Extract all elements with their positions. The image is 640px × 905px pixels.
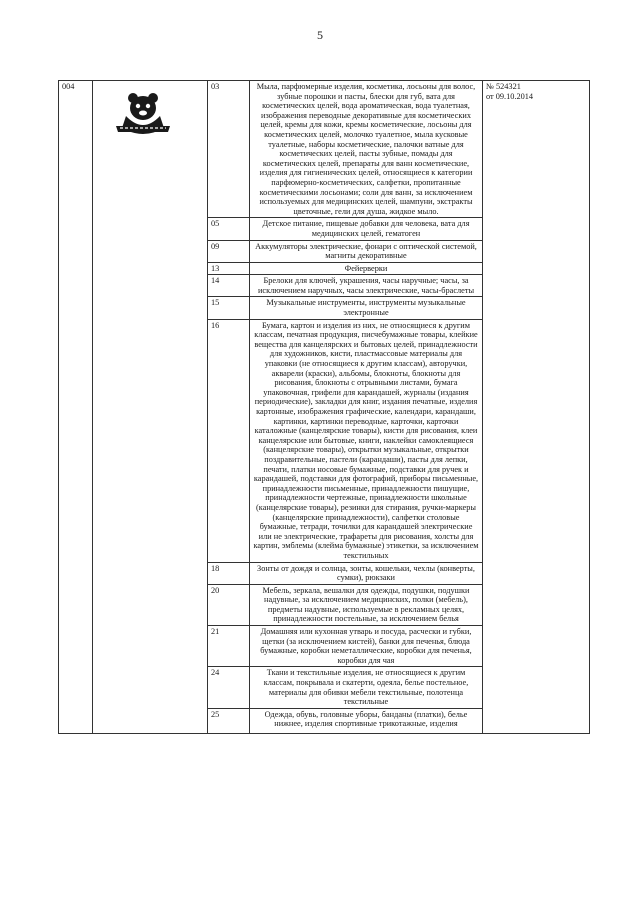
goods-description: Мыла, парфюмерные изделия, косметика, лосьоны для волос, зубные порошки и пасты, блески для губ, вата для косметических целей, вода ароматическая, вода туалетная, изображения переводные декоративные для косметических целей, кремы для кожи, кремы косметические, лосьоны для косметических целей, молочко туалетное, мыла кусковые туалетные, наборы косметические, палочки ватные для косметических целей, пасты зубные, помады для косметических целей, препараты для ванн косметические, изделия для гигиенических целей, относящиеся к категории парфюмерно-косметических, салфетки, пропитанные косметическими лосьонами; соли для ванн, за исключением используемых для медицинских целей, шампуни, экстракты цветочные, гели для душа, жидкое мыло.: [250, 81, 483, 218]
class-number: 14: [208, 275, 250, 297]
class-row: [59, 81, 590, 218]
goods-description: Музыкальные инструменты, инструменты музыкальные электронные: [250, 297, 483, 319]
class-number: 24: [208, 667, 250, 708]
class-number: 09: [208, 240, 250, 262]
page-number: 5: [317, 28, 323, 42]
class-number: 20: [208, 584, 250, 625]
class-number: 15: [208, 297, 250, 319]
class-number: 13: [208, 262, 250, 275]
bear-trademark-logo-icon: [112, 88, 174, 138]
class-number: 18: [208, 562, 250, 584]
goods-description: Детское питание, пищевые добавки для человека, вата для медицинских целей, гематоген: [250, 218, 483, 240]
goods-description: Ткани и текстильные изделия, не относящиеся к другим классам, покрывала и скатерти, одеяла, белье постельное, материалы для обивки мебели текстильные, полотенца текстильные: [250, 667, 483, 708]
goods-description: Мебель, зеркала, вешалки для одежды, подушки, подушки надувные, за исключением медицинских, полки (мебель), предметы надувные, используемые в рекламных целях, принадлежности постельные, за исключением белья: [250, 584, 483, 625]
trademark-image-cell: [93, 81, 208, 734]
goods-description: Фейерверки: [250, 262, 483, 275]
goods-description: Одежда, обувь, головные уборы, банданы (платки), белье нижнее, изделия спортивные трикотажные, изделия: [250, 708, 483, 733]
trademark-registry-table: [58, 80, 590, 734]
goods-description: Брелоки для ключей, украшения, часы наручные; часы, за исключением наручных, часы электрические, часы-браслеты: [250, 275, 483, 297]
class-number: 16: [208, 319, 250, 562]
class-number: 25: [208, 708, 250, 733]
class-number: 03: [208, 81, 250, 218]
registration-info: [483, 81, 590, 734]
goods-description: Домашняя или кухонная утварь и посуда, расчески и губки, щетки (за исключением кистей), банки для печенья, блюда бумажные, коробки неметаллические, коробки для печенья, коробки для чая: [250, 626, 483, 667]
goods-description: Зонты от дождя и солнца, зонты, кошельки, чехлы (конверты, сумки), рюкзаки: [250, 562, 483, 584]
goods-description: Аккумуляторы электрические, фонари с оптической системой, магниты декоративные: [250, 240, 483, 262]
class-number: 05: [208, 218, 250, 240]
registration-date: от 09.10.2014: [486, 91, 534, 101]
record-number: 004: [59, 81, 93, 734]
goods-description: Бумага, картон и изделия из них, не относящиеся к другим классам, печатная продукция, писчебумажные товары, клейкие вещества для канцелярских и бытовых целей, принадлежности для художников, кисти, пластмассовые материалы для упаковки (не относящиеся к другим классам), авторучки, акварели (краски), альбомы, блокноты, блокноты для рисования, блокноты с отрывными листами, бумага упаковочная, грифели для карандашей, журналы (издания периодические), закладки для книг, издания печатные, изделия картонные, изображения графические, календари, карандаши, картинки, картинки переводные, карточки, карточки каталожные (канцелярские товары), кисти для рисования, клеи канцелярские или бытовые, книги, наклейки самоклеящиеся (канцелярские товары), открытки музыкальные, открытки поздравительные, пастели (карандаши), пасты для лепки, печати, платки носовые бумажные, подставки для ручек и карандашей, подставки для фотографий, приборы письменные, принадлежности письменные, принадлежности пишущие, принадлежности чертежные, принадлежности школьные (канцелярские товары), резинки для стирания, ручки-маркеры (канцелярские принадлежности), салфетки столовые бумажные, тетради, точилки для карандашей электрические или не электрические, трафареты для рисования, холсты для картин, эмблемы (клейма бумажные) этикетки, за исключением текстильных: [250, 319, 483, 562]
class-number: 21: [208, 626, 250, 667]
registration-number: № 524321: [486, 82, 521, 91]
